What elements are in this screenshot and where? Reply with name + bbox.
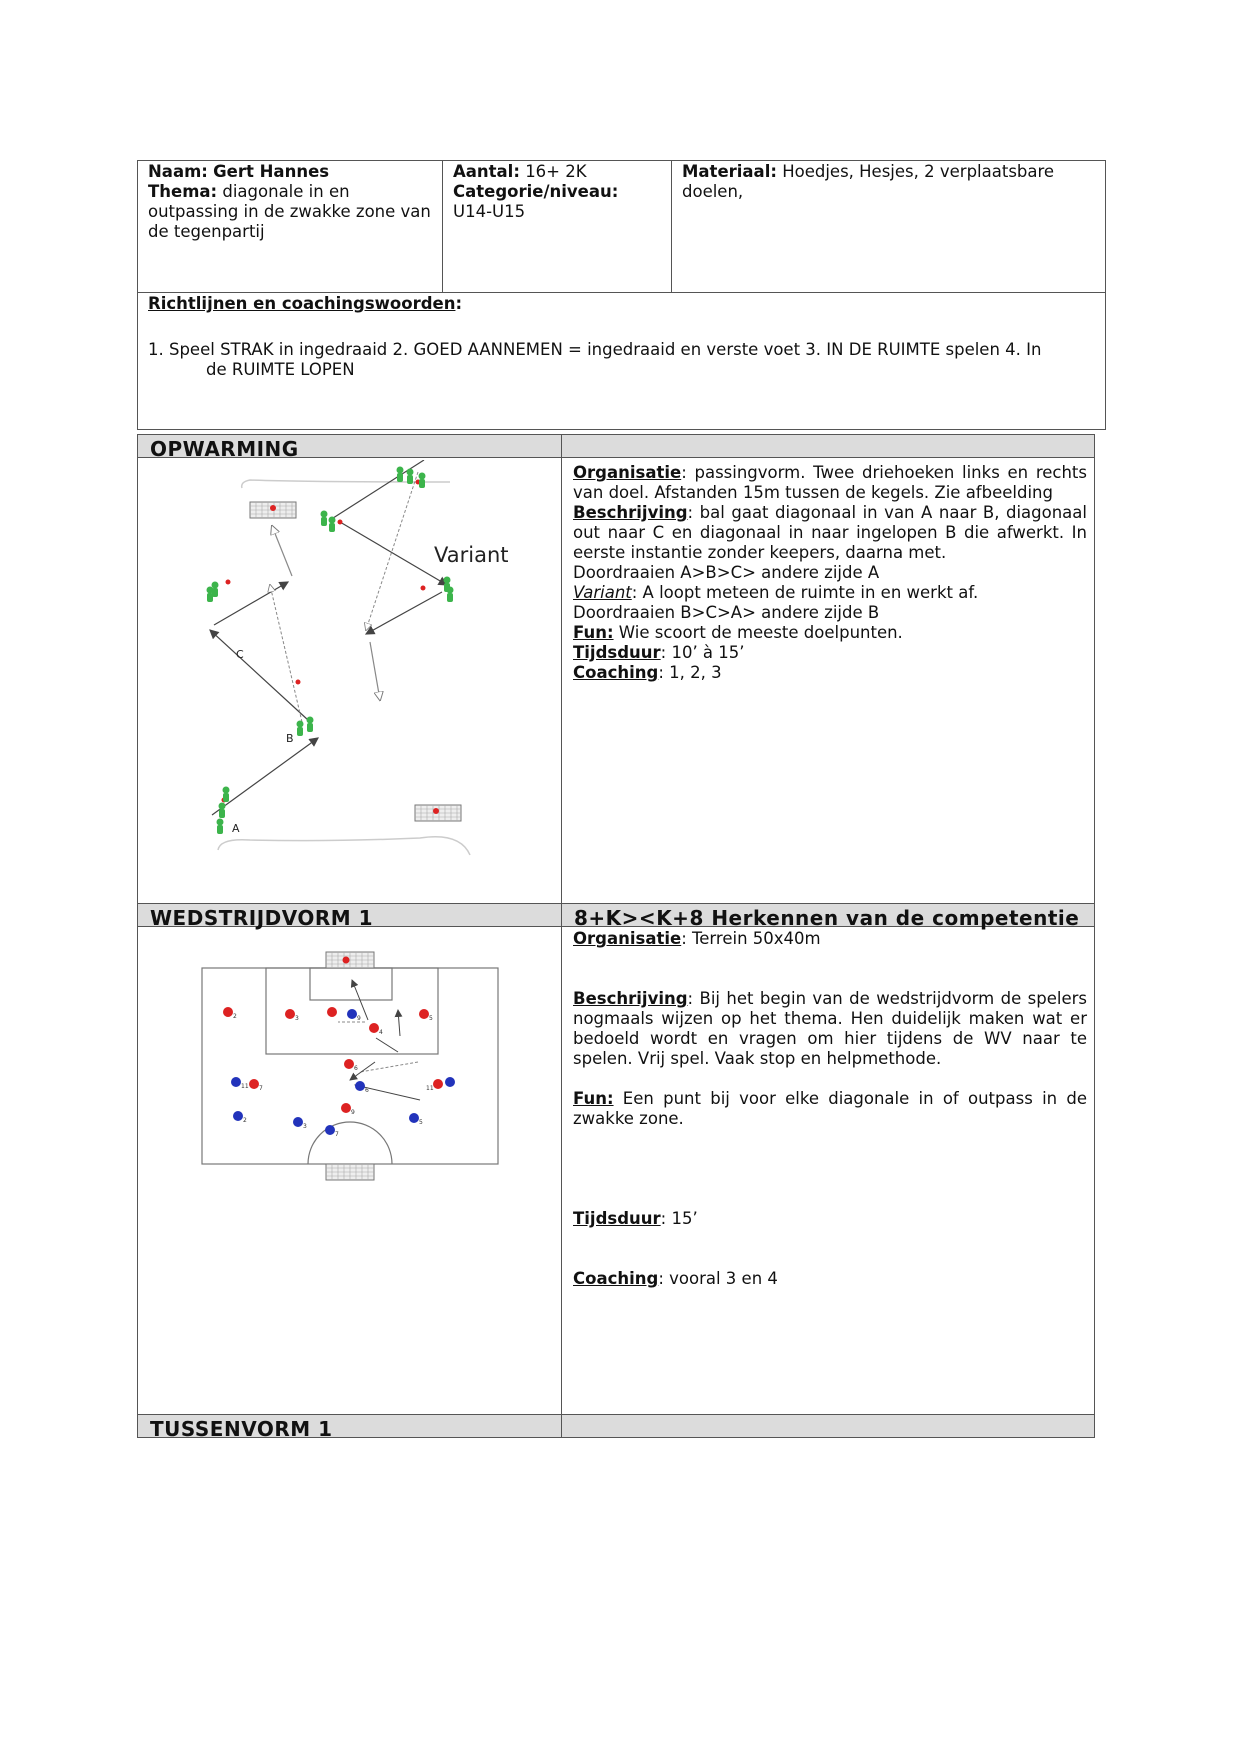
material-label: Materiaal:: [682, 162, 777, 181]
match1-title: WEDSTRIJDVORM 1: [150, 906, 374, 930]
guidelines-colon: :: [455, 294, 463, 313]
name-label: Naam:: [148, 162, 208, 181]
warmup-fun-label: Fun:: [573, 623, 614, 642]
diagram-letter-a: A: [232, 822, 240, 835]
warmup-coaching-text: : 1, 2, 3: [658, 663, 722, 682]
warmup-rotate-1: Doordraaien A>B>C> andere zijde A: [573, 563, 880, 582]
match1-desc-label: Beschrijving: [573, 989, 688, 1008]
match1-description: [573, 929, 1087, 1289]
warmup-variant-text: : A loopt meteen de ruimte in en werkt af.: [631, 583, 979, 602]
warmup-coaching-label: Coaching: [573, 663, 659, 682]
svg-text:3: 3: [295, 1015, 299, 1022]
match1-duration-text: : 15’: [660, 1209, 698, 1228]
field-boundary-bottom: [218, 837, 470, 855]
match1-coaching-text: : vooral 3 en 4: [658, 1269, 778, 1288]
category-value: U14-U15: [453, 202, 526, 221]
theme-value: diagonale in en outpassing in de zwakke zone van de tegenpartij: [148, 182, 431, 241]
svg-text:6: 6: [354, 1065, 358, 1072]
warmup-desc-label: Beschrijving: [573, 503, 688, 522]
count-category-cell: [453, 162, 665, 222]
material-cell: [682, 162, 1082, 202]
between1-title-cell: [137, 1414, 562, 1441]
svg-text:3: 3: [303, 1123, 307, 1130]
warmup-desc-text: : bal gaat diagonaal in van A naar B, diagonaal out naar C en diagonaal in naar ingelopen B die afwerkt. In eerste instantie zonder keepers, daarna met.: [573, 503, 1087, 562]
info-divider-v2: [671, 160, 672, 292]
goal-icon-top: [250, 502, 296, 518]
count-value: 16+ 2K: [525, 162, 587, 181]
name-theme-cell: [148, 162, 433, 242]
theme-label: Thema:: [148, 182, 218, 201]
svg-text:11: 11: [426, 1085, 434, 1092]
svg-text:11: 11: [241, 1083, 249, 1090]
match1-org-label: Organisatie: [573, 929, 682, 948]
warmup-title-right-cell: [561, 434, 1095, 458]
match1-org-text: : Terrein 50x40m: [681, 929, 821, 948]
diagram-letter-c: C: [236, 648, 244, 661]
match1-desc-text: : Bij het begin van de wedstrijdvorm de spelers nogmaals wijzen op het thema. Hen duidelijk maken wat er bedoeld wordt en vragen om hier tijdens de WV naar te spelen. Vrij spel. Vaak stop en helpmethode.: [573, 989, 1087, 1068]
goal-icon-bottom: [415, 805, 461, 821]
warmup-description: [573, 463, 1087, 683]
guidelines-line-2: de RUIMTE LOPEN: [206, 360, 355, 379]
svg-text:7: 7: [259, 1085, 263, 1092]
warmup-diagram: [190, 460, 530, 860]
svg-text:9: 9: [351, 1109, 355, 1116]
guidelines-text: [148, 340, 1098, 380]
warmup-variant-label: Variant: [573, 583, 632, 602]
warmup-fun-text: Wie scoort de meeste doelpunten.: [613, 623, 903, 642]
goal-icon-bottom: [326, 1164, 374, 1180]
guidelines-title-text: Richtlijnen en coachingswoorden: [148, 294, 456, 313]
warmup-org-text: : passingvorm. Twee driehoeken links en rechts van doel. Afstanden 15m tussen de kegels. Zie afbeelding: [573, 463, 1087, 502]
exercise-divider-v: [561, 434, 562, 1438]
match1-subtitle-cell: [561, 903, 1095, 930]
svg-text:5: 5: [429, 1015, 433, 1022]
match1-subtitle: 8+K><K+8 Herkennen van de competentie: [574, 906, 1080, 930]
svg-text:5: 5: [419, 1119, 423, 1126]
svg-text:7: 7: [335, 1131, 339, 1138]
guidelines-title: [148, 294, 1048, 314]
between1-title: TUSSENVORM 1: [150, 1417, 333, 1441]
match1-diagram-svg: [200, 950, 502, 1182]
warmup-rotate-2: Doordraaien B>C>A> andere zijde B: [573, 603, 880, 622]
warmup-org-label: Organisatie: [573, 463, 682, 482]
svg-text:9: 9: [357, 1015, 361, 1022]
svg-text:4: 4: [379, 1029, 383, 1036]
diagram-variant-label: Variant: [434, 543, 509, 567]
match1-duration-label: Tijdsduur: [573, 1209, 661, 1228]
warmup-title-cell: [137, 434, 562, 461]
info-divider-h: [137, 292, 1106, 293]
warmup-title: OPWARMING: [150, 437, 299, 461]
warmup-diagram-svg: [190, 460, 530, 860]
guidelines-line-1: 1. Speel STRAK in ingedraaid 2. GOED AANNEMEN = ingedraaid en verste voet 3. IN DE RUIMTE spelen 4. In: [148, 340, 1042, 359]
name-value: Gert Hannes: [213, 162, 330, 181]
material-value: Hoedjes, Hesjes, 2 verplaatsbare doelen,: [682, 162, 1055, 201]
category-label: Categorie/niveau:: [453, 182, 619, 201]
warmup-duration-text: : 10’ à 15’: [660, 643, 745, 662]
warmup-duration-label: Tijdsduur: [573, 643, 661, 662]
match1-coaching-label: Coaching: [573, 1269, 659, 1288]
between1-right-cell: [561, 1414, 1095, 1438]
info-divider-v1: [442, 160, 443, 292]
svg-text:6: 6: [365, 1087, 369, 1094]
match1-title-cell: [137, 903, 562, 930]
count-label: Aantal:: [453, 162, 520, 181]
diagram-letter-b: B: [286, 732, 294, 745]
match1-fun-label: Fun:: [573, 1089, 614, 1108]
svg-text:2: 2: [233, 1013, 237, 1020]
match1-diagram: [200, 950, 502, 1182]
goal-icon-top: [326, 952, 374, 968]
match1-fun-text: Een punt bij voor elke diagonale in of outpass in de zwakke zone.: [573, 1089, 1087, 1128]
svg-text:2: 2: [243, 1117, 247, 1124]
